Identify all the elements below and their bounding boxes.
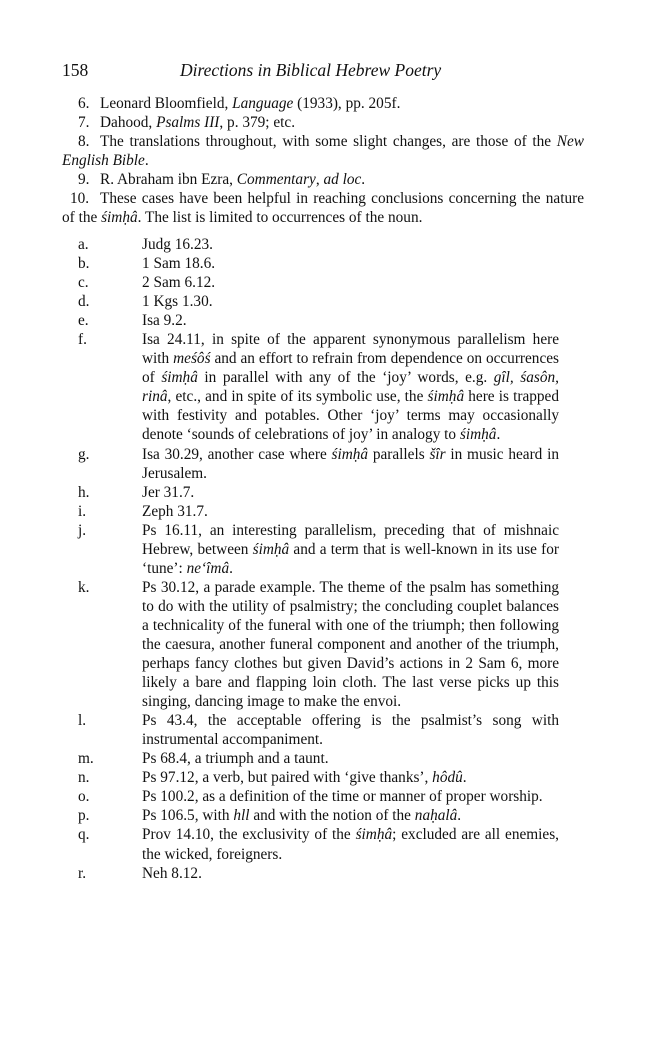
- text-run: Neh 8.12.: [142, 864, 202, 882]
- page: [62, 60, 584, 883]
- page-number: 158: [62, 60, 89, 80]
- text-run: Prov 14.10, the exclusivity of the: [142, 826, 356, 844]
- note-text: ,: [315, 171, 324, 188]
- endnotes: [62, 94, 584, 227]
- hebrew-term: śimḥâ: [331, 445, 369, 463]
- list-text: [142, 768, 559, 787]
- text-run: .: [496, 426, 501, 444]
- note-8: [62, 132, 584, 170]
- list-label: m.: [78, 750, 94, 768]
- note-text: , p. 379; etc.: [219, 114, 296, 131]
- text-run: .: [462, 769, 467, 787]
- list-item: [62, 235, 584, 254]
- note-text: R. Abraham ibn Ezra,: [100, 171, 237, 188]
- book-title: Commentary: [236, 171, 316, 188]
- note-number: 10.: [70, 190, 90, 207]
- text-run: Ps 43.4, the acceptable offering is the psalmist’s song with instrumental accompaniment.: [142, 712, 559, 749]
- list-text: [142, 292, 559, 311]
- hebrew-term: śimḥâ: [161, 369, 198, 387]
- text-run: and an effort to refrain from dependence on occurrences of: [142, 350, 559, 387]
- note-number: 7.: [78, 114, 90, 131]
- text-run: , etc., and in spite of its symbolic use, the: [167, 388, 428, 406]
- note-7: [62, 113, 584, 132]
- list-item: [62, 311, 584, 330]
- list-text: [142, 235, 559, 254]
- text-run: Ps 68.4, a triumph and a taunt.: [142, 750, 329, 768]
- hebrew-term: gîl, śasôn, rinâ: [142, 369, 559, 406]
- text-run: and with the notion of the: [249, 807, 415, 825]
- list-text: [142, 787, 559, 806]
- text-run: Isa 24.11, in spite of the apparent synonymous parallelism here with: [142, 331, 559, 368]
- text-run: Zeph 31.7.: [142, 502, 208, 520]
- list-item: [62, 806, 584, 825]
- note-number: 6.: [78, 95, 90, 112]
- text-run: Judg 16.23.: [142, 236, 213, 253]
- list-label: r.: [78, 864, 87, 882]
- hebrew-term: śimḥâ: [252, 540, 290, 558]
- list-label: f.: [78, 331, 87, 349]
- list-item: [62, 330, 584, 444]
- note-text: Dahood,: [100, 114, 157, 131]
- list-item: [62, 787, 584, 806]
- hebrew-term: ne‘îmâ: [186, 559, 230, 577]
- list-item: [62, 711, 584, 749]
- text-run: Jer 31.7.: [142, 483, 195, 501]
- note-10: [62, 189, 584, 227]
- text-run: .: [457, 807, 462, 825]
- note-9: [62, 170, 584, 189]
- hebrew-term: hôdû: [432, 769, 463, 787]
- list-text: [142, 749, 559, 768]
- list-text: [142, 825, 559, 863]
- list-label: q.: [78, 826, 90, 844]
- hebrew-term: śimḥâ: [355, 826, 393, 844]
- note-text: These cases have been helpful in reaching conclusions concerning the nature of the: [62, 190, 584, 226]
- latin-phrase: ad loc: [323, 171, 362, 188]
- note-text: The translations throughout, with some slight changes, are those of the: [100, 133, 557, 150]
- list-item: [62, 749, 584, 768]
- note-number: 9.: [78, 171, 90, 188]
- hebrew-term: hll: [233, 807, 250, 825]
- list-label: n.: [78, 769, 90, 787]
- text-run: here is trapped with festivity and potables. Other ‘joy’ terms may occasionally denote ‘sounds of celebrations of joy’ in analogy to: [142, 388, 559, 444]
- hebrew-term: naḥalâ: [414, 807, 458, 825]
- list-label: a.: [78, 236, 89, 253]
- hebrew-term: śimḥâ: [459, 426, 497, 444]
- list-item: [62, 273, 584, 292]
- list-label: g.: [78, 445, 90, 463]
- note-6: [62, 94, 584, 113]
- list-label: p.: [78, 807, 90, 825]
- list-text: [142, 502, 559, 521]
- list-label: o.: [78, 788, 90, 806]
- list-text: [142, 445, 559, 483]
- text-run: 1 Kgs 1.30.: [142, 293, 213, 311]
- hebrew-term: śimḥâ: [101, 209, 138, 226]
- hebrew-term: meśôś: [173, 350, 211, 368]
- text-run: ; excluded are all enemies, the wicked, foreigners.: [142, 826, 559, 863]
- hebrew-term: šîr: [429, 445, 446, 463]
- note-text: .: [361, 171, 366, 188]
- book-title: Psalms III: [156, 114, 220, 131]
- list-item: [62, 483, 584, 502]
- note-text: . The list is limited to occurrences of the noun.: [137, 209, 423, 226]
- list-item: [62, 825, 584, 863]
- list-item: [62, 502, 584, 521]
- book-title: Language: [232, 95, 294, 112]
- list-item: [62, 768, 584, 787]
- list-item: [62, 254, 584, 273]
- note-text: .: [144, 152, 149, 169]
- book-title: New English Bible: [62, 133, 584, 169]
- list-item: [62, 292, 584, 311]
- list-label: i.: [78, 502, 87, 520]
- text-run: Ps 106.5, with: [142, 807, 234, 825]
- text-run: 1 Sam 18.6.: [142, 255, 216, 273]
- list-text: [142, 806, 559, 825]
- text-run: Isa 9.2.: [142, 312, 187, 330]
- text-run: and a term that is well-known in its use for ‘tune’:: [142, 540, 559, 577]
- list-item: [62, 578, 584, 711]
- list-text: [142, 273, 559, 292]
- text-run: in parallel with any of the ‘joy’ words, e.g.: [197, 369, 494, 387]
- text-run: 2 Sam 6.12.: [142, 274, 216, 292]
- text-run: in music heard in Jerusalem.: [142, 445, 559, 482]
- running-title: Directions in Biblical Hebrew Poetry: [180, 60, 442, 80]
- list-text: [142, 330, 559, 444]
- list-label: l.: [78, 712, 87, 730]
- note-text: Leonard Bloomfield,: [100, 95, 233, 112]
- note-text: (1933), pp. 205f.: [293, 95, 401, 112]
- text-run: Ps 97.12, a verb, but paired with ‘give thanks’,: [142, 769, 433, 787]
- list-label: k.: [78, 578, 90, 596]
- list-text: [142, 521, 559, 578]
- list-text: [142, 483, 559, 502]
- list-text: [142, 864, 559, 883]
- text-run: Ps 16.11, an interesting parallelism, preceding that of mishnaic Hebrew, between: [142, 521, 559, 558]
- list-item: [62, 864, 584, 883]
- list-label: b.: [78, 255, 90, 273]
- list-text: [142, 578, 559, 711]
- list-item: [62, 521, 584, 578]
- text-run: .: [229, 559, 233, 577]
- list-label: c.: [78, 274, 89, 292]
- running-header: [62, 60, 584, 88]
- text-run: Ps 30.12, a parade example. The theme of the psalm has something to do with the utility of psalmistry; the concluding couplet balances a technicality of the funeral with one of the triumph; then following the caesura, another funeral component and another of the triumph, perhaps fancy clothes but given David’s actions in 2 Sam 6, more likely a bare and flapping loin cloth. The last verse picks up this singing, dancing image to make the envoi.: [142, 578, 559, 711]
- text-run: Ps 100.2, as a definition of the time or manner of proper worship.: [142, 788, 543, 806]
- occurrence-list: [62, 235, 584, 883]
- list-text: [142, 311, 559, 330]
- list-label: h.: [78, 483, 90, 501]
- list-label: e.: [78, 312, 89, 330]
- hebrew-term: śimḥâ: [427, 388, 465, 406]
- text-run: Isa 30.29, another case where: [142, 445, 332, 463]
- list-item: [62, 445, 584, 483]
- list-label: j.: [78, 521, 87, 539]
- list-text: [142, 711, 559, 749]
- list-text: [142, 254, 559, 273]
- note-number: 8.: [78, 133, 90, 150]
- text-run: parallels: [368, 445, 430, 463]
- list-label: d.: [78, 293, 90, 311]
